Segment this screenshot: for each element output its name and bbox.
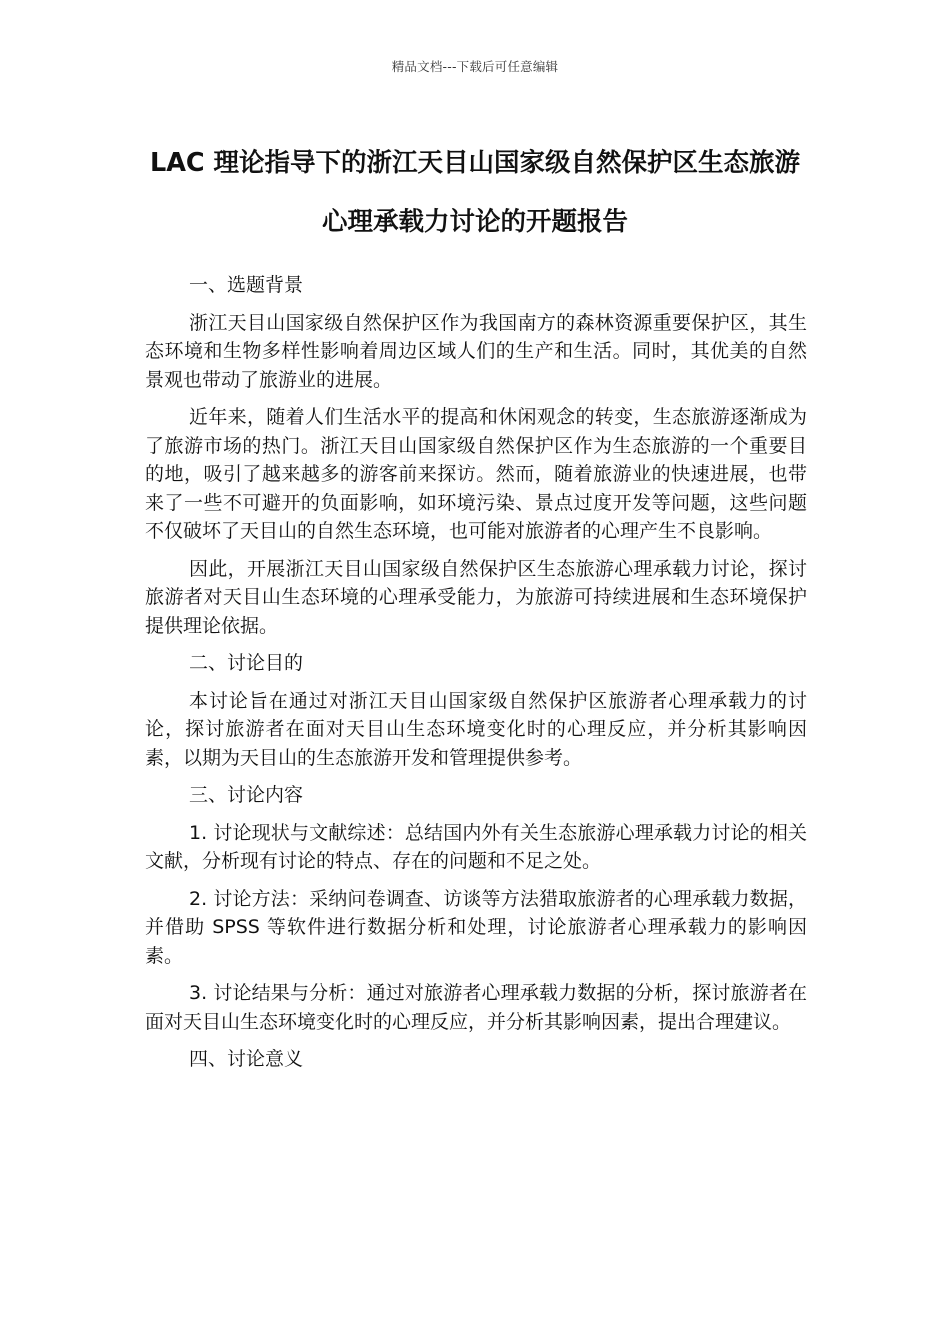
paragraph: 近年来，随着人们生活水平的提高和休闲观念的转变，生态旅游逐渐成为了旅游市场的热门。浙江天目山国家级自然保护区作为生态旅游的一个重要目的地，吸引了越来越多的游客前来探访。然而，随着旅游业的快速进展，也带来了一些不可避开的负面影响，如环境污染、景点过度开发等问题，这些问题不仅破坏了天目山的自然生态环境，也可能对旅游者的心理产生不良影响。 [145,406,807,542]
section-heading-significance: 四、讨论意义 [189,1048,304,1070]
list-item: 2. 讨论方法：采纳问卷调查、访谈等方法猎取旅游者的心理承载力数据，并借助 SPSS 等软件进行数据分析和处理，讨论旅游者心理承载力的影响因素。 [145,887,807,967]
section-heading-background: 一、选题背景 [189,274,304,296]
paragraph: 浙江天目山国家级自然保护区作为我国南方的森林资源重要保护区，其生态环境和生物多样性影响着周边区域人们的生产和生活。同时，其优美的自然景观也带动了旅游业的进展。 [145,311,807,391]
paragraph: 本讨论旨在通过对浙江天目山国家级自然保护区旅游者心理承载力的讨论，探讨旅游者在面对天目山生态环境变化时的心理反应，并分析其影响因素，以期为天目山的生态旅游开发和管理提供参考。 [145,689,807,769]
list-item: 1. 讨论现状与文献综述：总结国内外有关生态旅游心理承载力讨论的相关文献，分析现有讨论的特点、存在的问题和不足之处。 [145,821,807,872]
section-heading-purpose: 二、讨论目的 [189,652,304,674]
document-body [145,271,807,1083]
section-heading-content: 三、讨论内容 [189,784,304,806]
paragraph: 因此，开展浙江天目山国家级自然保护区生态旅游心理承载力讨论，探讨旅游者对天目山生态环境的心理承受能力，为旅游可持续进展和生态环境保护提供理论依据。 [145,557,807,637]
document-title: LAC 理论指导下的浙江天目山国家级自然保护区生态旅游心理承载力讨论的开题报告 [149,148,801,237]
list-item: 3. 讨论结果与分析：通过对旅游者心理承载力数据的分析，探讨旅游者在面对天目山生态环境变化时的心理反应，并分析其影响因素，提出合理建议。 [145,982,807,1033]
page-header: 精品文档---下载后可任意编辑 [391,59,559,74]
